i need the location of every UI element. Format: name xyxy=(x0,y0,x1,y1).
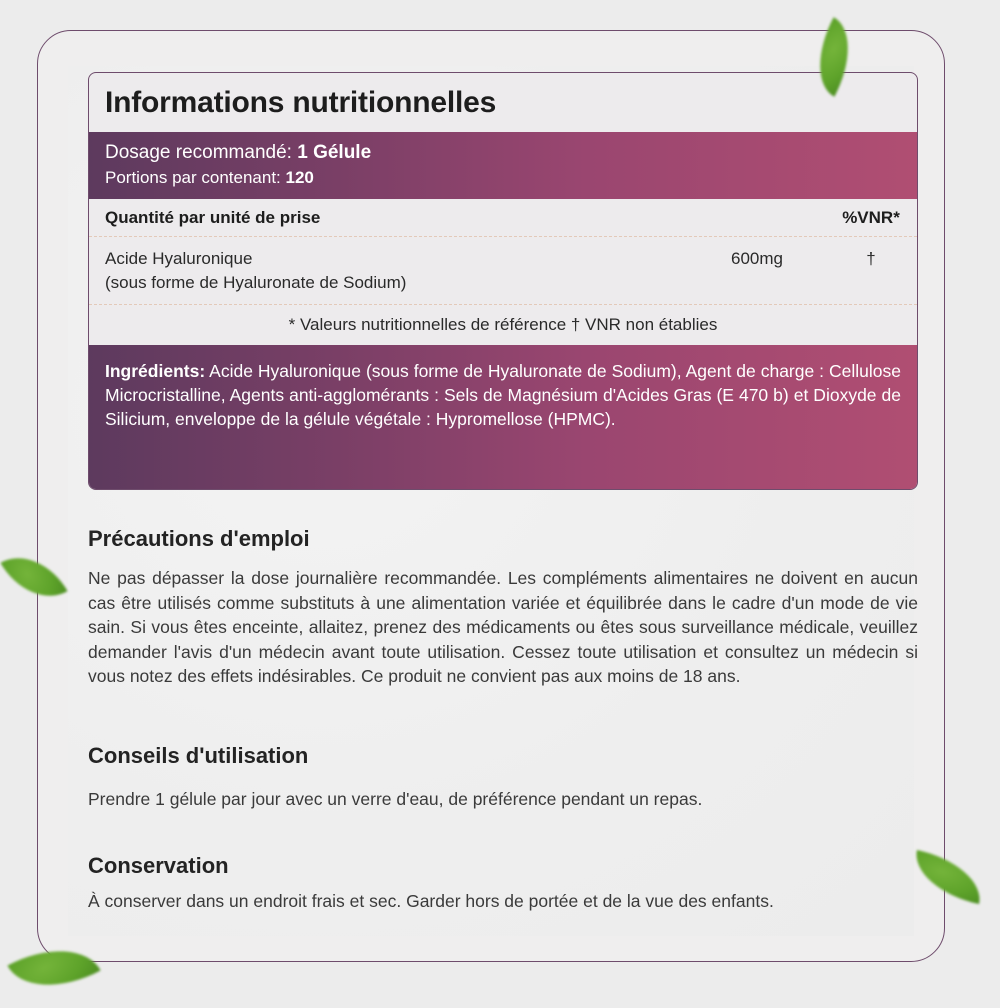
header-vnr: %VNR* xyxy=(842,207,900,227)
portions-line xyxy=(105,165,901,190)
usage-title: Conseils d'utilisation xyxy=(88,743,309,768)
dosage-value: 1 Gélule xyxy=(297,142,372,163)
table-row xyxy=(89,237,917,305)
ingredient-vnr: † xyxy=(866,249,876,268)
footnote: * Valeurs nutritionnelles de référence † VNR non établies xyxy=(288,315,718,334)
dosage-band xyxy=(89,132,917,199)
nutrition-card xyxy=(88,72,918,490)
ingredient-name: Acide Hyaluronique xyxy=(105,249,253,268)
ingredient-amount: 600mg xyxy=(731,249,783,268)
storage-text: À conserver dans un endroit frais et sec. Garder hors de portée et de la vue des enfants. xyxy=(88,891,774,911)
card-title: Informations nutritionnelles xyxy=(105,85,497,119)
precautions-section xyxy=(88,526,918,689)
storage-title: Conservation xyxy=(88,853,229,878)
ingredient-name-cell xyxy=(105,247,731,304)
usage-text: Prendre 1 gélule par jour avec un verre d'eau, de préférence pendant un repas. xyxy=(88,789,703,809)
ingredients-label: Ingrédients: xyxy=(105,361,206,381)
usage-section xyxy=(88,743,918,812)
dosage-line xyxy=(105,140,901,165)
dosage-label: Dosage recommandé: xyxy=(105,142,298,163)
ingredient-sub: (sous forme de Hyaluronate de Sodium) xyxy=(105,273,407,292)
ingredients-band xyxy=(89,345,917,489)
precautions-title: Précautions d'emploi xyxy=(88,526,310,551)
storage-section xyxy=(88,853,918,914)
header-quantity: Quantité par unité de prise xyxy=(105,207,321,227)
portions-label: Portions par contenant: xyxy=(105,168,286,187)
precautions-text: Ne pas dépasser la dose journalière recommandée. Les compléments alimentaires ne doivent en aucun cas être utilisés comme substituts à une alimentation variée et équilibrée dans le cadre d'un mode de vie sain. Si vous êtes enceinte, allaitez, prenez des médicaments ou êtes sous surveillance médicale, veuillez demander l'avis d'un médecin avant toute utilisation. Cessez toute utilisation et consultez un médecin si vous notez des effets indésirables. Ce produit ne convient pas aux moins de 18 ans. xyxy=(88,568,918,686)
table-header xyxy=(89,199,917,237)
portions-value: 120 xyxy=(285,168,314,187)
ingredients-text: Acide Hyaluronique (sous forme de Hyaluronate de Sodium), Agent de charge : Cellulose Microcristalline, Agents anti-agglomérants : Sels de Magnésium d'Acides Gras (E 470 b) et Dioxyde de Silicium, enveloppe de la gélule végétale : Hypromellose (HPMC). xyxy=(105,361,901,429)
